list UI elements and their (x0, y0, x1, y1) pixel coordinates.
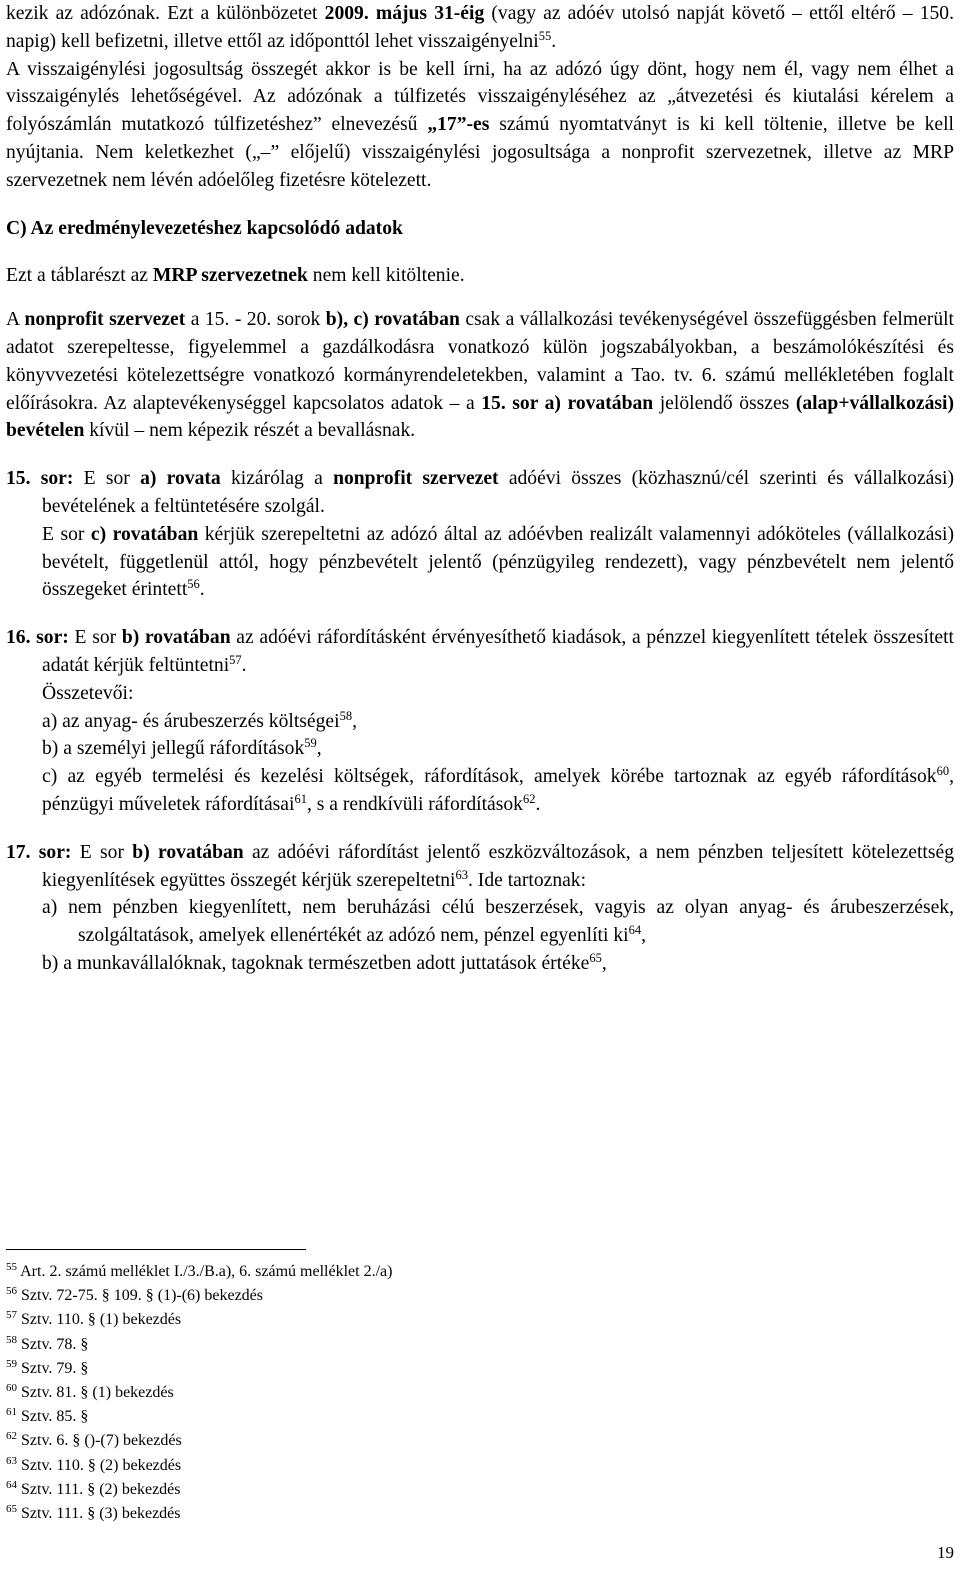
footnote: $^{56}$ Sztv. 72-75. § 109. § (1)-(6) bekezdés (6, 1285, 264, 1305)
footnotes (6, 1260, 606, 1526)
footnote: $^{65}$ Sztv. 111. § (3) bekezdés (6, 1503, 181, 1523)
footnote: $^{58}$ Sztv. 78. § (6, 1333, 89, 1353)
footnote-ref: 56 (187, 577, 200, 592)
footnote: $^{60}$ Sztv. 81. § (1) bekezdés (6, 1382, 174, 1402)
row-16-item-c: c) az egyéb termelési és kezelési költségek, ráfordítások, amelyek körébe tartoznak az egyéb ráfordítások$^{60}$, pénzügyi műveletek ráfordításai$^{61}$, s a rendkívüli ráfordítások$^{62}$. (42, 764, 954, 815)
footnote-ref: 63 (455, 867, 468, 882)
footnote: $^{61}$ Sztv. 85. § (6, 1406, 89, 1426)
section-heading: C) Az eredménylevezetéshez kapcsolódó adatok (6, 217, 403, 239)
footnote: $^{62}$ Sztv. 6. § ()-(7) bekezdés (6, 1430, 182, 1450)
footnote-ref: 55 (538, 28, 552, 43)
footnote: $^{64}$ Sztv. 111. § (2) bekezdés (6, 1478, 181, 1498)
footnote: $^{59}$ Sztv. 79. § (6, 1357, 89, 1377)
row-17-description: 17. sor: E sor b) rovatában az adóévi ráfordítást jelentő eszközváltozások, a nem pénzben teljesített kötelezettség kiegyenlítések együttes összegét kérjük szerepeltetni$^{63}$. Ide tartoznak: (6, 841, 954, 891)
row-15-description: 15. sor: E sor a) rovata kizárólag a nonprofit szervezet adóévi összes (közhasznú/cél szerinti és vállalkozási) bevételének a feltüntetésére szolgál. (6, 468, 954, 517)
footnote-ref: 57 (229, 652, 242, 667)
footnote: $^{57}$ Sztv. 110. § (1) bekezdés (6, 1309, 182, 1329)
body-text (6, 0, 954, 978)
row-16-item-b: b) a személyi jellegű ráfordítások$^{59}$, (42, 736, 322, 760)
row-15-column-c: E sor c) rovatában kérjük szerepeltetni az adózó által az adóévben realizált valamennyi adóköteles (vállalkozási) bevételt, függetlenül attól, hogy pénzbevételt jelentő (pénzügyileg rendezett), vagy pénzbevételt nem jelentő összegeket érintett$^{56}$. (42, 523, 954, 601)
footnote: $^{63}$ Sztv. 110. § (2) bekezdés (6, 1454, 182, 1474)
row-16-item-a: a) az anyag- és árubeszerzés költségei$^{58}$, (42, 708, 357, 732)
row-17-item-b: b) a munkavállalóknak, tagoknak természetben adott juttatások értéke$^{65}$, (42, 950, 607, 974)
paragraph-refund: A visszaigénylési jogosultság összegét akkor is be kell írni, ha az adózó úgy dönt, hogy nem él, vagy nem élhet a visszaigénylés lehetőségével. Az adózónak a túlfizetés visszaigényléséhez az „átvezetési és kiutalási kérelem a folyószámlán mutatkozó túlfizetéshez” elnevezésű „17”-es számú nyomtatványt is ki kell töltenie, illetve be kell nyújtania. Nem keletkezhet („–” előjelű) visszaigénylési jogosultsága a nonprofit szervezetnek, illetve az MRP szervezetnek nem lévén adóelőleg fizetésre kötelezett. (6, 58, 954, 191)
row-17-item-a: a) nem pénzben kiegyenlített, nem beruházási célú beszerzések, vagyis az olyan anyag- és árubeszerzések, szolgáltatások, amelyek ellenértékét az adózó nem, pénzel egyenlíti $ki^{64}$, (42, 897, 954, 947)
row-16-description: 16. sor: E sor b) rovatában az adóévi ráfordításként érvényesíthető kiadások, a pénzzel kiegyenlített tételek összesített adatát kérjük feltüntetni$^{57}$. (6, 627, 954, 676)
paragraph-nonprofit: A nonprofit szervezet a 15. - 20. sorok b), c) rovatában csak a vállalkozási tevékenységével összefüggésben felmerült adatot szerepeltesse, figyelemmel a gazdálkodásra vonatkozó külön jogszabályokban, a beszámolókészítési és könyvvezetési kötelezettségre vonatkozó kormányrendeletekben, valamint a Tao. tv. 6. számú mellékletében foglalt előírásokra. Az alaptevékenységgel kapcsolatos adatok – a 15. sor a) rovatában jelölendő összes (alap+vállalkozási) bevételen kívül – nem képezik részét a bevallásnak. (6, 309, 954, 442)
paragraph-mrp: Ezt a táblarészt az MRP szervezetnek nem kell kitöltenie. (6, 265, 465, 287)
footnote: $^{55}$ Art. 2. számú melléklet I./3./B.a), 6. számú melléklet 2./a) (6, 1261, 393, 1280)
page-number: 19 (937, 1543, 954, 1562)
row-16-components-label: Összetevői: (42, 682, 134, 704)
paragraph-deadline: kezik az adózónak. Ezt a különbözetet 2009. május 31-éig (vagy az adóév utolsó napját követő – ettől eltérő – 150. napig) kell befizetni, illetve ettől az időponttól lehet visszaigényelni$^{55}$. (6, 3, 954, 52)
footnote-separator (6, 1249, 306, 1250)
